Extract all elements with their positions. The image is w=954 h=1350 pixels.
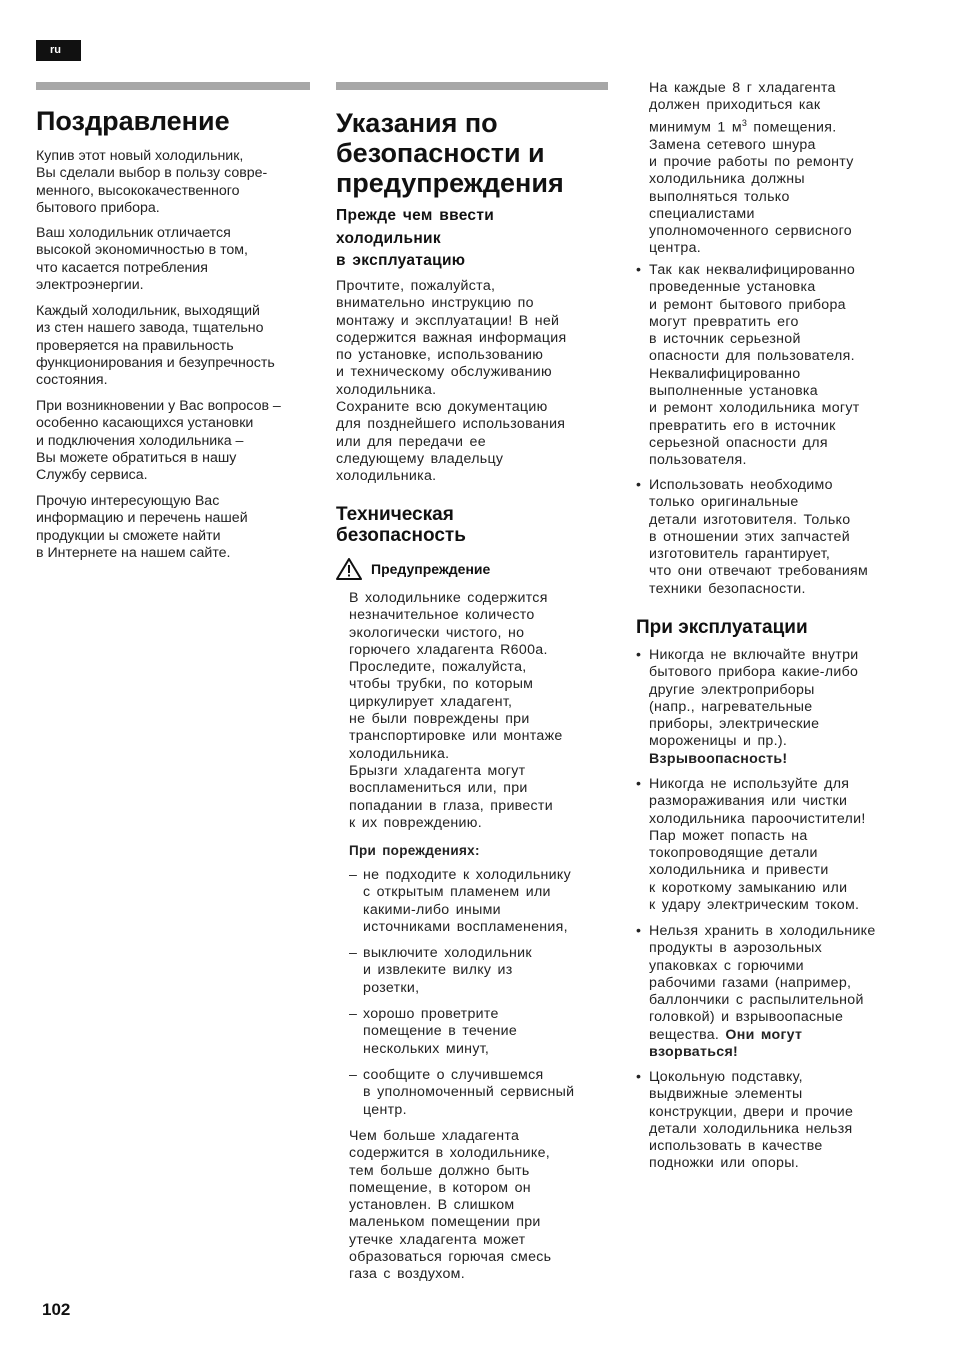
paragraph: Прочую интересующую Вас информацию и перечень нашей продукции ы сможете найти в Интернете на нашем сайте.	[36, 493, 248, 561]
list-item-text: выключите холодильник и извлеките вилку из розетки,	[363, 945, 532, 996]
warning-label: Предупреждение	[371, 561, 491, 577]
list-item-text: не подходите к холодильнику с открытым пламенем или какими-либо иными источниками воспламенения,	[363, 867, 571, 935]
bullet-item: • Никогда не используйте для размораживания или чистки холодильника пароочистители! Пар может попасть на токопроводящие детали холодильника и привести к короткому замыканию или к удару электрическим током.	[636, 776, 919, 914]
page-number: 102	[42, 1300, 71, 1319]
bullet-emphasis: Они могут взорваться!	[649, 1026, 803, 1061]
list-item-text: хорошо проветрите помещение в течение нескольких минут,	[363, 1006, 518, 1057]
operation-title: При эксплуатации	[636, 617, 808, 638]
text-segment: помещения. Замена сетевого шнура и прочие работы по ремонту холодильника должны выполняться только специалистами уполномоченного сервисного центра.	[649, 119, 854, 257]
list-item-text: сообщите о случившемся в уполномоченный сервисный центр.	[363, 1067, 575, 1118]
column-divider-bar	[36, 82, 310, 90]
damage-label: При пореждениях:	[349, 843, 480, 858]
paragraph: При возникновении у Вас вопросов – особенно касающихся установки и подключения холодильника – Вы можете обратиться в нашу Службу сервиса.	[36, 398, 281, 484]
list-item	[349, 1006, 621, 1058]
bullet-text: Никогда не включайте внутри бытового прибора какие-либо другие электроприборы (напр., нагревательные приборы, электрические мороженицы и пр.).	[649, 647, 859, 750]
safety-title: Указания по безопасности и предупреждения	[336, 108, 564, 198]
list-item	[349, 1067, 621, 1119]
bullet-item	[636, 923, 919, 1061]
dash-marker: –	[349, 1067, 358, 1083]
bullet-item: • Использовать необходимо только оригинальные детали изготовителя. Только в отношении этих запчастей изготовитель гарантирует, что они отвечают требованиям техники безопасности.	[636, 477, 919, 598]
warning-header	[336, 558, 490, 580]
paragraph: Каждый холодильник, выходящий из стен нашего завода, тщательно проверяется на правильность функционирования и безупречность состояния.	[36, 303, 275, 389]
closing-paragraph: Чем больше хладагента содержится в холодильнике, тем больше должно быть помещение, в котором он установлен. В слишком маленьком помещении при утечке хладагента может образоваться горючая смесь газа с воздухом.	[349, 1128, 552, 1283]
language-badge: ru	[36, 40, 81, 61]
dash-marker: –	[349, 867, 358, 883]
bullet-item: • Цокольную подставку, выдвижные элементы конструкции, двери и прочие детали холодильника нельзя использовать в качестве подножки или опоры.	[636, 1069, 919, 1173]
list-item	[349, 867, 621, 936]
column-divider-bar	[336, 82, 608, 90]
paragraph: Ваш холодильник отличается высокой экономичностью в том, что касается потребления электроэнергии.	[36, 225, 248, 293]
warning-text: В холодильнике содержится незначительное количесто экологически чистого, но горючего хладагента R600a. Проследите, пожалуйста, чтобы трубки, по которым циркулирует хладагент, не были повреждены при транспортировке или монтаже холодильника. Брызги хладагента могут воспламениться или, при попадании в глаза, привести к их повреждению.	[349, 590, 563, 831]
bullet-emphasis: Взрывоопасность!	[649, 750, 788, 767]
superscript: 3	[741, 117, 748, 128]
text-segment: На каждые 8 г хладагента должен приходиться как минимум 1 м	[649, 80, 836, 136]
paragraph: Купив этот новый холодильник, Вы сделали выбор в пользу совре- менного, высококачественного бытового прибора.	[36, 148, 268, 216]
congratulations-title: Поздравление	[36, 106, 230, 136]
bullet-item	[636, 647, 919, 768]
bullet-text: Нельзя хранить в холодильнике продукты в аэрозольных упаковках с горючими рабочими газами (например, баллончики с распылительной головкой) и взрывоопасные вещества.	[649, 923, 876, 1043]
dash-marker: –	[349, 1006, 358, 1022]
before-use-subtitle: Прежде чем ввести холодильник в эксплуатацию	[336, 207, 495, 269]
refrigerant-volume-paragraph	[649, 80, 914, 258]
list-item	[349, 945, 621, 997]
bullet-item: • Так как неквалифицированно проведенные установка и ремонт бытового прибора могут превратить его в источник серьезной опасности для пользователя. Неквалифицированно выполненные установка и ремонт холодильника могут превратить его в источник серьезной опасности для пользователя.	[636, 262, 919, 470]
intro-paragraph: Прочтите, пожалуйста, внимательно инструкцию по монтажу и эксплуатации! В ней содержится важная информация по установке, использованию и техническому обслуживанию холодильника. Сохраните всю документацию для позднейшего использования или для передачи ее следующему владельцу холодильника.	[336, 278, 567, 485]
technical-safety-title: Техническая безопасность	[336, 504, 466, 546]
dash-marker: –	[349, 945, 358, 961]
warning-triangle-icon	[336, 558, 362, 580]
